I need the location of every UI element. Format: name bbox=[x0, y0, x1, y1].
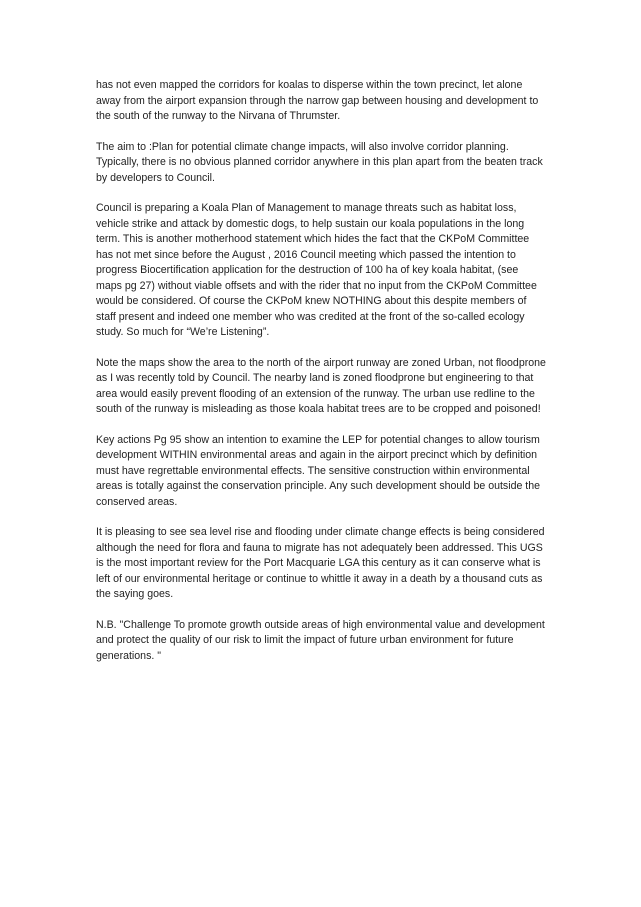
paragraph-koala-plan: Council is preparing a Koala Plan of Management to manage threats such as habitat loss, vehicle strike and attack by domestic dogs, to help sustain our koala populations in the long term. This is another motherhood statement which hides the fact that the CKPoM Committee has not met since before the August , 2016 Council meeting which passed the intention to progress Biocertification application for the destruction of 100 ha of key koala habitat, (see maps pg 27) without viable offsets and with the rider that no input from the CKPoM Committee would be considered. Of course the CKPoM knew NOTHING about this despite members of staff present and indeed one member who was credited at the front of the so-called ecology study. So much for “We’re Listening”. bbox=[96, 202, 537, 338]
document-body bbox=[96, 78, 546, 679]
paragraph-key-actions: Key actions Pg 95 show an intention to examine the LEP for potential changes to allow tourism development WITHIN environmental areas and again in the airport precinct which by definition must have regrettable environmental effects. The sensitive construction within environmental areas is totally against the conservation principle. Any such development should be outside the conserved areas. bbox=[96, 433, 541, 508]
paragraph-climate-change: The aim to :Plan for potential climate change impacts, will also involve corridor planning. Typically, there is no obvious planned corridor anywhere in this plan apart from the beaten track by developers to Council. bbox=[96, 140, 543, 184]
paragraph-maps-zoning: Note the maps show the area to the north of the airport runway are zoned Urban, not floodprone as I was recently told by Council. The nearby land is zoned floodprone but engineering to that area would easily prevent flooding of an extension of the runway. The urban use redline to the south of the runway is misleading as those koala habitat trees are to be cropped and poisoned! bbox=[96, 356, 546, 415]
paragraph-sea-level: It is pleasing to see sea level rise and flooding under climate change effects is being considered although the need for flora and fauna to migrate has not adequately been addressed. This UGS is the most important review for the Port Macquarie LGA this century as it can conserve what is left of our environmental heritage or continue to whittle it away in a death by a thousand cuts as the saying goes. bbox=[96, 526, 545, 600]
paragraph-corridors: has not even mapped the corridors for koalas to disperse within the town precinct, let alone away from the airport expansion through the narrow gap between housing and development to the south of the runway to the Nirvana of Thrumster. bbox=[96, 79, 539, 122]
paragraph-nb-challenge: N.B. "Challenge To promote growth outside areas of high environmental value and development and protect the quality of our risk to limit the impact of future urban environment for future generations. " bbox=[96, 618, 545, 662]
